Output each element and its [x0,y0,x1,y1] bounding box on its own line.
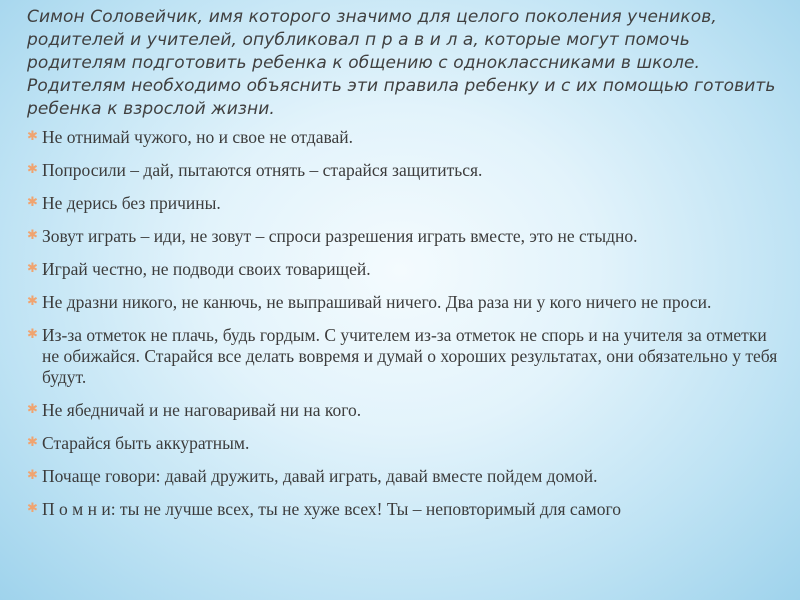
asterisk-icon: ✱ [27,129,38,144]
rule-text: Попросили – дай, пытаются отнять – старайся защититься. [42,160,483,180]
rule-text: П о м н и: ты не лучше всех, ты не хуже всех! Ты – неповторимый для самого [42,499,621,519]
list-item [27,292,778,313]
list-item [27,160,778,181]
rule-text: Старайся быть аккуратным. [42,433,250,453]
rules-list [27,127,778,520]
asterisk-icon: ✱ [27,261,38,276]
intro-paragraph: Симон Соловейчик, имя которого значимо для целого поколения учеников, родителей и учителей, опубликовал п р а в и л а, которые могут помочь родителям подготовить ребенка к общению с одноклассниками в школе. Родителям необходимо объяснить эти правила ребенку и с их помощью готовить ребенка к взрослой жизни. [27,7,776,119]
list-item [27,466,778,487]
rule-text: Почаще говори: давай дружить, давай играть, давай вместе пойдем домой. [42,466,598,486]
list-item [27,193,778,214]
asterisk-icon: ✱ [27,501,38,516]
rule-text: Не дразни никого, не канючь, не выпрашивай ничего. Два раза ни у кого ничего не проси. [42,292,712,312]
asterisk-icon: ✱ [27,468,38,483]
asterisk-icon: ✱ [27,162,38,177]
list-item [27,325,778,388]
asterisk-icon: ✱ [27,195,38,210]
asterisk-icon: ✱ [27,435,38,450]
asterisk-icon: ✱ [27,228,38,243]
rule-text: Не дерись без причины. [42,193,221,213]
asterisk-icon: ✱ [27,327,38,342]
rule-text: Зовут играть – иди, не зовут – спроси разрешения играть вместе, это не стыдно. [42,226,638,246]
rule-text: Не ябедничай и не наговаривай ни на кого. [42,400,362,420]
asterisk-icon: ✱ [27,402,38,417]
list-item [27,499,778,520]
list-item [27,259,778,280]
rule-text: Играй честно, не подводи своих товарищей. [42,259,371,279]
asterisk-icon: ✱ [27,294,38,309]
list-item [27,433,778,454]
list-item [27,127,778,148]
list-item [27,400,778,421]
rule-text: Не отнимай чужого, но и свое не отдавай. [42,127,354,147]
rule-text: Из-за отметок не плачь, будь гордым. С учителем из-за отметок не спорь и на учителя за отметки не обижайся. Старайся все делать вовремя и думай о хороших результатах, они обязательно у тебя будут. [42,325,778,387]
list-item [27,226,778,247]
